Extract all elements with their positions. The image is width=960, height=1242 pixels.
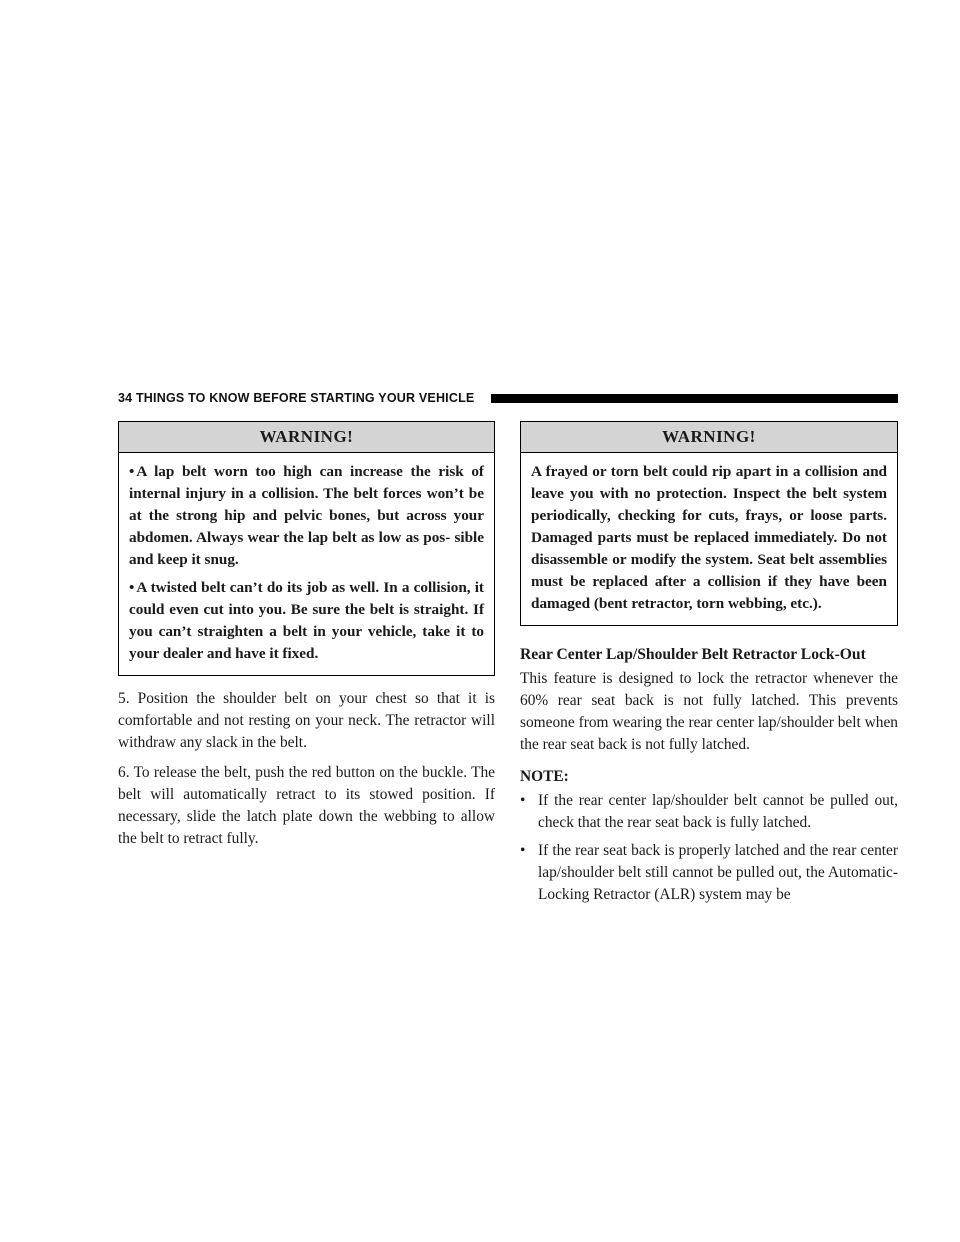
note-item-text: If the rear center lap/shoulder belt cannot be pulled out, check that the rear seat back is fully latched. <box>538 792 898 831</box>
left-column <box>118 421 495 850</box>
bullet-icon: • <box>520 842 526 859</box>
page-title: 34 THINGS TO KNOW BEFORE STARTING YOUR VEHICLE <box>118 391 475 405</box>
note-item-text: If the rear seat back is properly latched and the rear center lap/shoulder belt still cannot be pulled out, the Automatic-Locking Retractor (ALR) system may be <box>538 842 898 903</box>
warning-bullet <box>129 461 484 571</box>
note-label: NOTE: <box>520 768 569 785</box>
section-heading: Rear Center Lap/Shoulder Belt Retractor Lock-Out <box>520 646 866 663</box>
bullet-icon: • <box>129 463 135 480</box>
body-paragraph: 5. Position the shoulder belt on your chest so that it is comfortable and not resting on your neck. The retractor will withdraw any slack in the belt. <box>118 690 495 751</box>
warning-box-frayed-belt <box>520 421 898 626</box>
warning-box-lap-belt <box>118 421 495 676</box>
page-header <box>118 389 898 409</box>
right-column <box>520 421 898 912</box>
warning-body <box>119 453 494 675</box>
bullet-icon: • <box>129 579 135 596</box>
warning-bullet-text: A twisted belt can’t do its job as well. In a collision, it could even cut into you. Be sure the belt is straight. If you can’t straighten a belt in your vehicle, take it to your dealer and have it fixed. <box>129 579 484 662</box>
note-item <box>520 840 898 906</box>
warning-title: WARNING! <box>119 422 494 453</box>
warning-body <box>521 453 897 625</box>
bullet-icon: • <box>520 792 526 809</box>
warning-bullet <box>129 577 484 665</box>
warning-bullet-text: A lap belt worn too high can increase the risk of internal injury in a collision. The belt forces won’t be at the strong hip and pelvic bones, but across your abdomen. Always wear the lap belt as low as pos- sible and keep it snug. <box>129 463 484 568</box>
body-paragraph: 6. To release the belt, push the red button on the buckle. The belt will automatically retract to its stowed position. If necessary, slide the latch plate down the webbing to allow the belt to retract fully. <box>118 764 495 847</box>
warning-text: A frayed or torn belt could rip apart in a collision and leave you with no protection. Inspect the belt system periodically, checking for cuts, frays, or loose parts. Damaged parts must be replaced immediately. Do not disassemble or modify the system. Seat belt assemblies must be replaced after a collision if they have been damaged (bent retractor, torn webbing, etc.). <box>531 463 887 612</box>
section-text: This feature is designed to lock the retractor whenever the 60% rear seat back is not fully latched. This prevents someone from wearing the rear center lap/shoulder belt when the rear seat back is not fully latched. <box>520 670 898 753</box>
warning-title: WARNING! <box>521 422 897 453</box>
header-rule <box>491 394 898 403</box>
note-item <box>520 790 898 834</box>
